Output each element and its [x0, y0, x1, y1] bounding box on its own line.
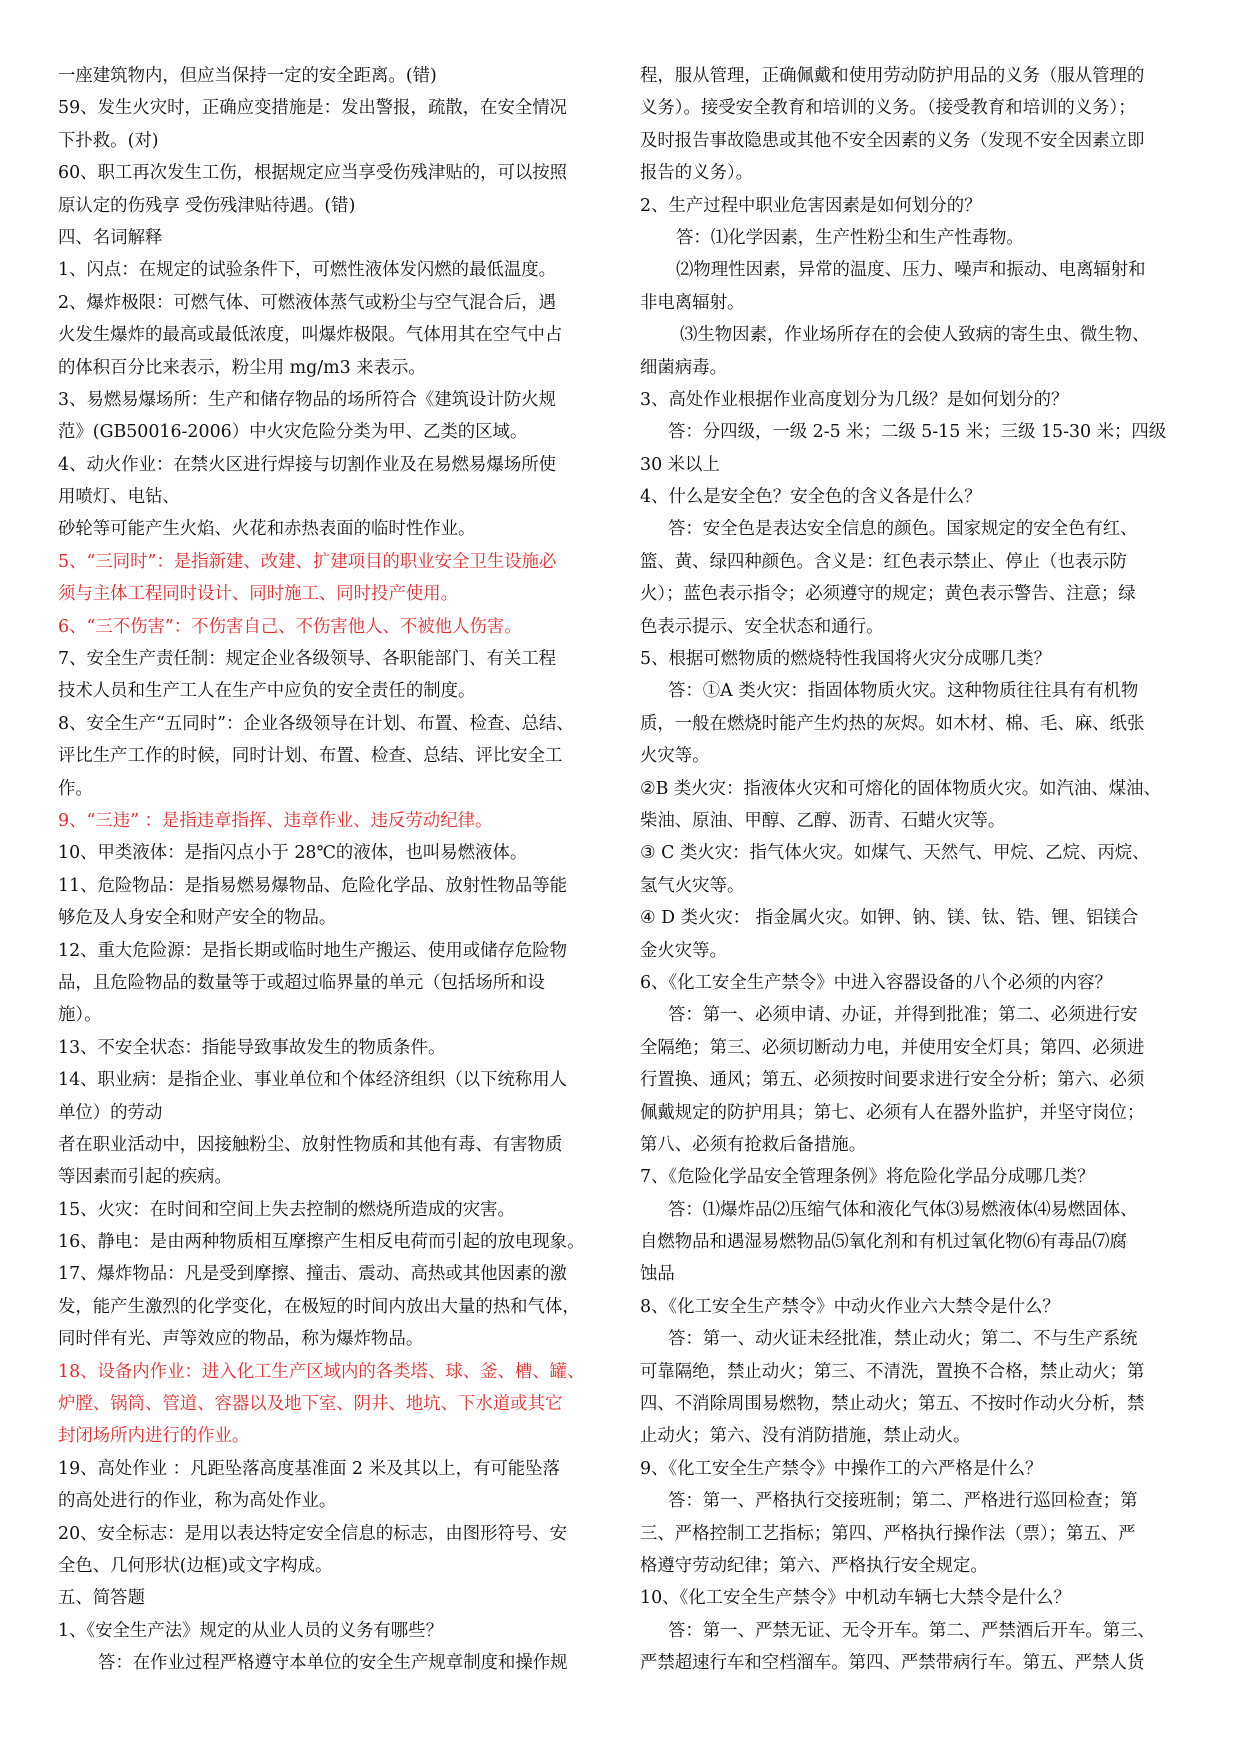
text-line: 炉膛、锅筒、管道、容器以及地下室、阴井、地坑、下水道或其它 [58, 1394, 563, 1415]
text-line: 的高处进行的作业，称为高处作业。 [58, 1491, 337, 1512]
text-line: 4、动火作业：在禁火区进行焊接与切割作业及在易燃易爆场所使 [58, 454, 557, 475]
text-line: 评比生产工作的时候，同时计划、布置、检查、总结、评比安全工 [58, 746, 563, 767]
text-line: 的体积百分比来表示，粉尘用 mg/m3 来表示。 [58, 357, 426, 378]
text-line: 报告的义务）。 [640, 163, 754, 184]
text-line: 自燃物品和遇湿易燃物品⑸氧化剂和有机过氧化物⑹有毒品⑺腐 [640, 1232, 1127, 1253]
text-line: 答：⑴爆炸品⑵压缩气体和液化气体⑶易燃液体⑷易燃固体、 [668, 1199, 1138, 1220]
text-line: 全色、几何形状(边框)或文字构成。 [58, 1555, 333, 1576]
text-line: 15、火灾：在时间和空间上失去控制的燃烧所造成的灾害。 [58, 1199, 515, 1220]
text-line: 程，服从管理，正确佩戴和使用劳动防护用品的义务（服从管理的 [640, 66, 1145, 86]
text-line: 柴油、原油、甲醇、乙醇、沥青、石蜡火灾等。 [640, 810, 1006, 831]
text-line: 等因素而引起的疾病。 [58, 1167, 232, 1188]
text-line: 30 米以上 [640, 454, 720, 475]
text-line: 答：分四级，一级 2-5 米；二级 5-15 米；三级 15-30 米；四级 [668, 422, 1167, 443]
text-line: 17、爆炸物品：凡是受到摩擦、撞击、震动、高热或其他因素的激 [58, 1264, 568, 1285]
text-line: 行置换、通风；第五、必须按时间要求进行安全分析；第六、必须 [640, 1070, 1145, 1091]
text-line: 18、设备内作业：进入化工生产区域内的各类塔、球、釜、槽、罐、 [58, 1361, 585, 1382]
text-line: 1、《安全生产法》规定的从业人员的义务有哪些？ [58, 1620, 443, 1641]
text-line: 2、生产过程中职业危害因素是如何划分的？ [640, 195, 982, 216]
text-line: 三、严格控制工艺指标；第四、严格执行操作法（票）；第五、严 [640, 1523, 1136, 1544]
text-line: 蚀品 [640, 1264, 675, 1285]
text-line: 封闭场所内进行的作业。 [58, 1426, 250, 1447]
text-line: 4、什么是安全色？安全色的含义各是什么？ [640, 487, 982, 508]
text-line: 单位）的劳动 [58, 1102, 163, 1123]
text-line: ②B 类火灾：指液体火灾和可熔化的固体物质火灾。如汽油、煤油、 [640, 778, 1161, 799]
text-line: 范》(GB50016-2006）中火灾危险分类为甲、乙类的区域。 [58, 422, 528, 443]
text-line: 第八、必须有抢救后备措施。 [640, 1134, 867, 1155]
text-line: 四、名词解释 [58, 227, 163, 248]
text-line: 篮、黄、绿四种颜色。含义是：红色表示禁止、停止（也表示防 [640, 551, 1127, 572]
text-line: 须与主体工程同时设计、同时施工、同时投产使用。 [58, 584, 458, 605]
text-line: 可靠隔绝，禁止动火；第三、不清洗，置换不合格，禁止动火；第 [640, 1361, 1145, 1382]
text-line: 答：①A 类火灾：指固体物质火灾。这种物质往往具有有机物 [668, 681, 1139, 702]
text-line: 10、《化工安全生产禁令》中机动车辆七大禁令是什么？ [640, 1588, 1071, 1609]
text-line: 答：第一、动火证未经批准，禁止动火；第二、不与生产系统 [668, 1329, 1138, 1350]
text-line: 19、高处作业 ：凡距坠落高度基准面 2 米及其以上，有可能坠落 [58, 1458, 560, 1479]
text-line: 品，且危险物品的数量等于或超过临界量的单元（包括场所和设 [58, 972, 545, 993]
text-line: 7、《危险化学品安全管理条例》将危险化学品分成哪几类？ [640, 1167, 1095, 1188]
text-line: 10、甲类液体：是指闪点小于 28℃的液体，也叫易燃液体。 [58, 843, 528, 864]
text-line: 60、职工再次发生工伤，根据规定应当享受伤残津贴的，可以按照 [58, 163, 568, 184]
text-line: 技术人员和生产工人在生产中应负的安全责任的制度。 [58, 681, 476, 702]
text-line: 9、“三违” ：是指违章指挥、违章作业、违反劳动纪律。 [58, 810, 493, 831]
text-line: 砂轮等可能产生火焰、火花和赤热表面的临时性作业。 [58, 519, 476, 540]
text-line: 答：安全色是表达安全信息的颜色。国家规定的安全色有红、 [668, 519, 1138, 540]
text-line: 6、“三不伤害”：不伤害自己、不伤害他人、不被他人伤害。 [58, 616, 522, 637]
text-line: ③ C 类火灾：指气体火灾。如煤气、天然气、甲烷、乙烷、丙烷、 [640, 843, 1150, 864]
text-line: 答：第一、严禁无证、无令开车。第二、严禁酒后开车。第三、 [668, 1620, 1155, 1641]
text-line: 59、发生火灾时，正确应变措施是：发出警报，疏散，在安全情况 [58, 98, 568, 119]
text-line: 佩戴规定的防护用具；第七、必须有人在器外监护，并坚守岗位； [640, 1102, 1145, 1123]
text-line: 答：第一、必须申请、办证，并得到批准；第二、必须进行安 [668, 1005, 1138, 1026]
text-line: 火发生爆炸的最高或最低浓度，叫爆炸极限。气体用其在空气中占 [58, 325, 563, 346]
text-line: ④ D 类火灾： 指金属火灾。如钾、钠、镁、钛、锆、锂、铝镁合 [640, 908, 1139, 929]
text-line: 火）；蓝色表示指令；必须遵守的规定；黄色表示警告、注意；绿 [640, 584, 1136, 605]
text-line: 13、不安全状态：指能导致事故发生的物质条件。 [58, 1037, 446, 1058]
text-line: 20、安全标志：是用以表达特定安全信息的标志，由图形符号、安 [58, 1523, 568, 1544]
text-line: 11、危险物品：是指易燃易爆物品、危险化学品、放射性物品等能 [58, 875, 568, 896]
text-line: 一座建筑物内，但应当保持一定的安全距离。(错) [58, 66, 437, 86]
text-line: 答：第一、严格执行交接班制；第二、严格进行巡回检查；第 [668, 1491, 1138, 1512]
text-line: 8、《化工安全生产禁令》中动火作业六大禁令是什么？ [640, 1296, 1060, 1317]
text-line: 作。 [58, 778, 93, 799]
text-line: 3、高处作业根据作业高度划分为几级？是如何划分的？ [640, 389, 1069, 410]
text-line: 1、闪点：在规定的试验条件下，可燃性液体发闪燃的最低温度。 [58, 260, 557, 281]
text-line: 答：⑴化学因素，生产性粉尘和生产性毒物。 [676, 227, 1024, 248]
text-line: 氢气火灾等。 [640, 875, 745, 896]
text-line: 用喷灯、电钻、 [58, 487, 180, 508]
text-line: 2、爆炸极限：可燃气体、可燃液体蒸气或粉尘与空气混合后，遇 [58, 292, 557, 313]
text-line: 及时报告事故隐患或其他不安全因素的义务（发现不安全因素立即 [640, 130, 1145, 151]
text-line: 下扑救。(对) [58, 130, 159, 151]
text-line: 发，能产生激烈的化学变化，在极短的时间内放出大量的热和气体， [58, 1296, 580, 1317]
right-column [640, 60, 1175, 1680]
text-line: 非电离辐射。 [640, 292, 745, 313]
left-column [58, 60, 593, 1680]
text-line: 火灾等。 [640, 746, 710, 767]
text-line: 同时伴有光、声等效应的物品，称为爆炸物品。 [58, 1329, 424, 1350]
text-line: 严禁超速行车和空档溜车。第四、严禁带病行车。第五、严禁人货 [640, 1653, 1145, 1674]
text-line: 3、易燃易爆场所：生产和储存物品的场所符合《建筑设计防火规 [58, 389, 557, 410]
text-line: 8、安全生产“五同时”：企业各级领导在计划、布置、检查、总结、 [58, 713, 574, 734]
text-line: 7、安全生产责任制：规定企业各级领导、各职能部门、有关工程 [58, 649, 557, 670]
text-line: 14、职业病：是指企业、事业单位和个体经济组织（以下统称用人 [58, 1070, 568, 1091]
text-line: 5、根据可燃物质的燃烧特性我国将火灾分成哪几类？ [640, 649, 1052, 670]
text-line: 五、简答题 [58, 1588, 145, 1609]
text-line: 6、《化工安全生产禁令》中进入容器设备的八个必须的内容？ [640, 972, 1112, 993]
text-line: 细菌病毒。 [640, 357, 727, 378]
text-line: 12、重大危险源：是指长期或临时地生产搬运、使用或储存危险物 [58, 940, 568, 961]
text-line: 四、不消除周围易燃物，禁止动火；第五、不按时作动火分析，禁 [640, 1394, 1145, 1415]
text-line: 止动火；第六、没有消防措施，禁止动火。 [640, 1426, 971, 1447]
text-line: 义务）。接受安全教育和培训的义务。（接受教育和培训的义务）； [640, 98, 1136, 119]
text-line: 金火灾等。 [640, 940, 727, 961]
text-line: 施）。 [58, 1005, 102, 1026]
text-line: 16、静电：是由两种物质相互摩擦产生相反电荷而引起的放电现象。 [58, 1232, 585, 1253]
text-line: 格遵守劳动纪律；第六、严格执行安全规定。 [640, 1555, 988, 1576]
text-line: 全隔绝；第三、必须切断动力电，并使用安全灯具；第四、必须进 [640, 1037, 1145, 1058]
text-line: 质，一般在燃烧时能产生灼热的灰烬。如木材、棉、毛、麻、纸张 [640, 713, 1145, 734]
text-line: 色表示提示、安全状态和通行。 [640, 616, 884, 637]
text-line: 5、“三同时”：是指新建、改建、扩建项目的职业安全卫生设施必 [58, 551, 557, 572]
text-line: 够危及人身安全和财产安全的物品。 [58, 908, 337, 929]
text-line: 者在职业活动中，因接触粉尘、放射性物质和其他有毒、有害物质 [58, 1134, 563, 1155]
text-line: 原认定的伤残享 受伤残津贴待遇。(错) [58, 195, 356, 216]
text-line: 答：在作业过程严格遵守本单位的安全生产规章制度和操作规 [98, 1653, 568, 1674]
text-line: 9、《化工安全生产禁令》中操作工的六严格是什么？ [640, 1458, 1043, 1479]
text-line: ⑵物理性因素，异常的温度、压力、噪声和振动、电离辐射和 [676, 260, 1146, 281]
text-line: ⑶生物因素，作业场所存在的会使人致病的寄生虫、微生物、 [680, 325, 1150, 346]
